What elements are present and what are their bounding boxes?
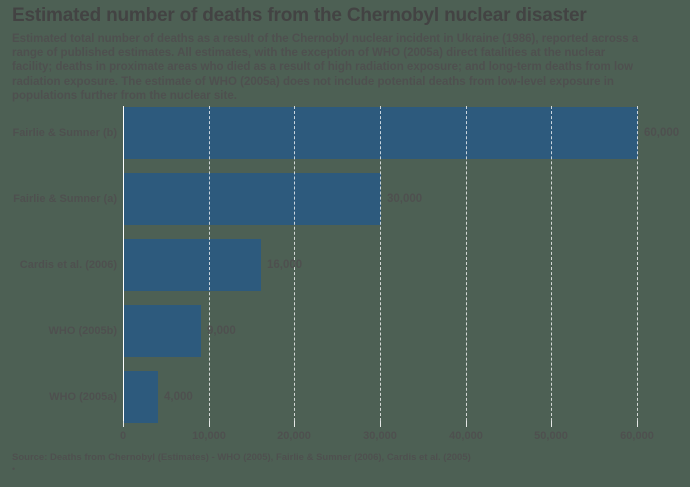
x-tick-label: 0 — [119, 430, 127, 442]
category-label: WHO (2005a) — [49, 391, 117, 403]
category-label: Fairlie & Sumner (b) — [12, 127, 117, 139]
subtitle-line: populations further from the nuclear site. — [12, 89, 237, 102]
x-tick-label: 60,000 — [620, 430, 654, 442]
bar-row — [0, 107, 690, 159]
y-axis-line — [123, 106, 124, 421]
x-axis-tick — [380, 421, 381, 427]
chart-title: Estimated number of deaths from the Chernobyl nuclear disaster — [12, 5, 587, 26]
value-label: 4,000 — [164, 391, 193, 403]
bar — [124, 371, 158, 423]
category-label: Cardis et al. (2006) — [19, 259, 117, 271]
category-label: WHO (2005b) — [48, 325, 117, 337]
value-label: 60,000 — [644, 127, 680, 139]
subtitle-line: range of published estimates. All estimates, with the exception of WHO (2005a) direct fatalities at the nuclear — [12, 47, 606, 60]
bar-row — [0, 305, 690, 357]
bar — [124, 239, 261, 291]
x-tick-label: 40,000 — [449, 430, 483, 442]
x-axis-tick — [637, 421, 638, 427]
source-line: Source: Deaths from Chernobyl (Estimates) - WHO (2005), Fairlie & Sumner (2006), Cardis et al. (2005) — [12, 452, 471, 463]
bar — [124, 305, 201, 357]
value-label: 30,000 — [387, 193, 423, 205]
bar-row — [0, 371, 690, 423]
gridline-10000 — [209, 106, 210, 421]
gridline-60000 — [637, 106, 638, 421]
x-tick-label: 30,000 — [363, 430, 397, 442]
x-axis-tick — [209, 421, 210, 427]
x-axis-tick — [123, 421, 124, 427]
gridline-40000 — [466, 106, 467, 421]
x-axis-tick — [294, 421, 295, 427]
x-tick-label: 10,000 — [192, 430, 226, 442]
subtitle-line: facility; deaths in proximate areas who died as a result of high radiation exposure; and long-term deaths from low — [12, 61, 634, 74]
x-tick-label: 50,000 — [534, 430, 568, 442]
bar-row — [0, 239, 690, 291]
footer-bullet: • — [12, 464, 16, 474]
gridline-50000 — [551, 106, 552, 421]
x-tick-label: 20,000 — [277, 430, 311, 442]
subtitle-line: radiation exposure. The estimate of WHO (2005a) does not include potential deaths from low-level exposure in — [12, 75, 614, 88]
x-axis-tick — [466, 421, 467, 427]
category-label: Fairlie & Sumner (a) — [13, 193, 117, 205]
value-label: 16,000 — [267, 259, 303, 271]
subtitle-line: Estimated total number of deaths as a result of the Chernobyl nuclear incident in Ukraine (1986), reported across a — [12, 33, 639, 45]
value-label: 9,000 — [207, 325, 236, 337]
bar — [124, 107, 638, 159]
bar — [124, 173, 381, 225]
gridline-30000 — [380, 106, 381, 421]
x-axis-tick — [551, 421, 552, 427]
bar-row — [0, 173, 690, 225]
